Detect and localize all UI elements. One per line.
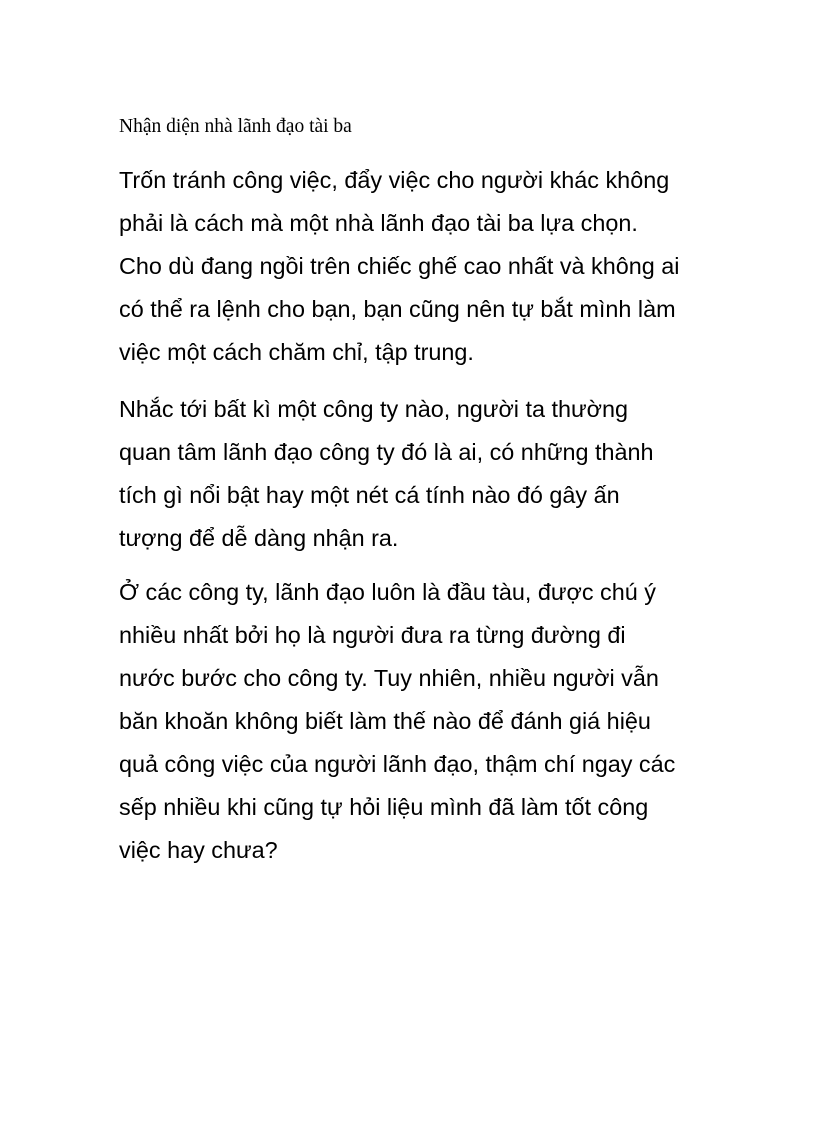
paragraph-line: việc một cách chăm chỉ, tập trung. [119,339,474,365]
paragraph-line: phải là cách mà một nhà lãnh đạo tài ba lựa chọn. [119,210,638,236]
paragraph-line: Cho dù đang ngồi trên chiếc ghế cao nhất và không ai [119,253,680,279]
paragraph-line: Trốn tránh công việc, đẩy việc cho người khác không [119,167,670,193]
paragraph-line: việc hay chưa? [119,837,278,863]
paragraph-line: quả công việc của người lãnh đạo, thậm chí ngay các [119,751,676,777]
paragraph-line: Nhắc tới bất kì một công ty nào, người ta thường [119,396,629,422]
paragraph-line: băn khoăn không biết làm thế nào để đánh giá hiệu [119,708,651,734]
document-title: Nhận diện nhà lãnh đạo tài ba [119,116,352,137]
paragraph-line: tích gì nổi bật hay một nét cá tính nào đó gây ấn [119,482,620,508]
paragraph-line: quan tâm lãnh đạo công ty đó là ai, có những thành [119,439,654,465]
paragraph-3 [119,571,719,872]
paragraph-line: có thể ra lệnh cho bạn, bạn cũng nên tự bắt mình làm [119,296,676,322]
paragraph-line: nhiều nhất bởi họ là người đưa ra từng đường đi [119,622,626,648]
paragraph-line: sếp nhiều khi cũng tự hỏi liệu mình đã làm tốt công [119,794,649,820]
paragraph-line: tượng để dễ dàng nhận ra. [119,525,399,551]
paragraph-1 [119,159,719,374]
paragraph-line: Ở các công ty, lãnh đạo luôn là đầu tàu, được chú ý [119,579,656,605]
paragraph-2 [119,388,719,560]
paragraph-line: nước bước cho công ty. Tuy nhiên, nhiều người vẫn [119,665,659,691]
